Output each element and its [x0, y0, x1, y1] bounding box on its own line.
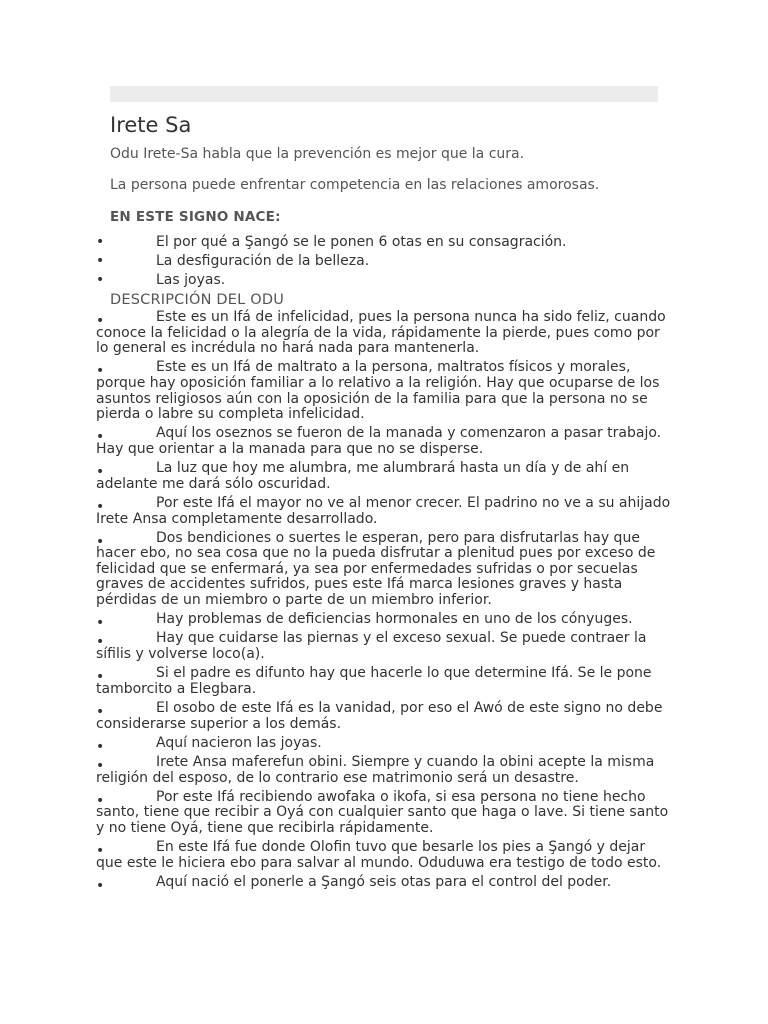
list-item-text: Si el padre es difunto hay que hacerle lo que determine Ifá. Se le pone tamborcito a Elegbara.	[96, 665, 652, 697]
bullet-icon: •	[96, 615, 105, 632]
list-item	[96, 755, 674, 786]
header-bar	[110, 86, 658, 102]
bullet-icon: •	[96, 272, 105, 288]
description-heading: DESCRIPCIÓN DEL ODU	[110, 292, 285, 308]
list-item-text: Hay que cuidarse las piernas y el exceso sexual. Se puede contraer la sífilis y volverse loco(a).	[96, 630, 647, 663]
bullet-icon: •	[96, 634, 105, 651]
list-item	[96, 461, 674, 492]
list-item-text: Aquí nació el ponerle a Şangó seis otas para el control del poder.	[156, 873, 612, 890]
bullet-icon: •	[96, 253, 105, 269]
intro-paragraph-2: La persona puede enfrentar competencia en las relaciones amorosas.	[110, 177, 600, 193]
bullet-icon: •	[96, 498, 105, 515]
born-in-sign-list	[96, 233, 676, 290]
list-item-text: En este Ifá fue donde Olofin tuvo que besarle los pies a Şangó y dejar que este le hiciera ebo para salvar al mundo. Oduduwa era testigo de todo esto.	[96, 839, 662, 871]
list-item	[96, 790, 674, 837]
list-item	[96, 233, 676, 252]
bullet-icon: •	[96, 363, 105, 380]
list-item	[96, 734, 674, 755]
description-list	[96, 310, 674, 894]
bullet-icon: •	[96, 533, 105, 550]
list-item-text: Este es un Ifá de maltrato a la persona, maltratos físicos y morales, porque hay oposición familiar a lo relativo a la religión. Hay que ocuparse de los asuntos religiosos aún con la oposición de la familia para que la persona no se pierda o labre su completa infelicidad.	[96, 359, 660, 423]
list-item	[96, 666, 674, 697]
bullet-icon: •	[96, 792, 105, 809]
list-item-text: Este es un Ifá de infelicidad, pues la persona nunca ha sido feliz, cuando conoce la felicidad o la alegría de la vida, rápidamente la pierde, pues como por lo general es incrédula no hará nada para mantenerla.	[96, 309, 666, 357]
list-item-text: Hay problemas de deficiencias hormonales en uno de los cónyuges.	[156, 611, 633, 628]
born-in-sign-heading: EN ESTE SIGNO NACE:	[110, 209, 281, 225]
bullet-icon: •	[96, 234, 105, 250]
list-item	[96, 496, 674, 527]
list-item-text: Irete Ansa maferefun obini. Siempre y cuando la obini acepte la misma religión del esposo, de lo contrario ese matrimonio será un desastre.	[96, 753, 655, 786]
bullet-icon: •	[96, 738, 105, 755]
list-item	[96, 840, 674, 871]
list-item	[96, 531, 674, 609]
list-item	[96, 271, 676, 290]
list-item	[96, 310, 674, 357]
bullet-icon: •	[96, 313, 105, 329]
bullet-icon: •	[96, 669, 105, 686]
bullet-icon: •	[96, 843, 105, 860]
bullet-icon: •	[96, 464, 105, 481]
list-item-text: Las joyas.	[156, 272, 226, 288]
bullet-icon: •	[96, 877, 105, 894]
list-item	[96, 873, 674, 894]
list-item-text: Por este Ifá el mayor no ve al menor crecer. El padrino no ve a su ahijado Irete Ansa completamente desarrollado.	[96, 494, 671, 527]
list-item-text: La luz que hoy me alumbra, me alumbrará hasta un día y de ahí en adelante me dará sólo oscuridad.	[96, 460, 630, 492]
list-item-text: Aquí los oseznos se fueron de la manada y comenzaron a pasar trabajo. Hay que orientar a la manada para que no se disperse.	[96, 425, 662, 457]
list-item	[96, 611, 674, 632]
bullet-icon: •	[96, 757, 105, 774]
bullet-icon: •	[96, 704, 105, 720]
list-item	[96, 631, 674, 662]
intro-paragraph-1: Odu Irete-Sa habla que la prevención es mejor que la cura.	[110, 146, 525, 162]
list-item-text: Por este Ifá recibiendo awofaka o ikofa, si esa persona no tiene hecho santo, tiene que recibir a Oyá con cualquier santo que haga o lave. Si tiene santo y no tiene Oyá, tiene que recibirla rápidamente.	[96, 788, 669, 836]
list-item	[96, 426, 674, 457]
list-item-text: La desfiguración de la belleza.	[156, 253, 370, 269]
list-item-text: El por qué a Şangó se le ponen 6 otas en su consagración.	[156, 234, 567, 250]
list-item	[96, 360, 674, 422]
list-item-text: Aquí nacieron las joyas.	[156, 734, 322, 751]
page-title: Irete Sa	[110, 113, 192, 137]
list-item-text: El osobo de este Ifá es la vanidad, por eso el Awó de este signo no debe considerarse superior a los demás.	[96, 700, 663, 732]
bullet-icon: •	[96, 429, 105, 446]
list-item	[96, 701, 674, 732]
list-item	[96, 252, 676, 271]
list-item-text: Dos bendiciones o suertes le esperan, pero para disfrutarlas hay que hacer ebo, no sea cosa que no la pueda disfrutar a plenitud pues por exceso de felicidad que se enfermará, ya sea por enfermedades sufridas o por secuelas graves de accidentes sufridos, pues este Ifá marca lesiones graves y hasta pérdidas de un miembro o parte de un miembro inferior.	[96, 529, 656, 609]
